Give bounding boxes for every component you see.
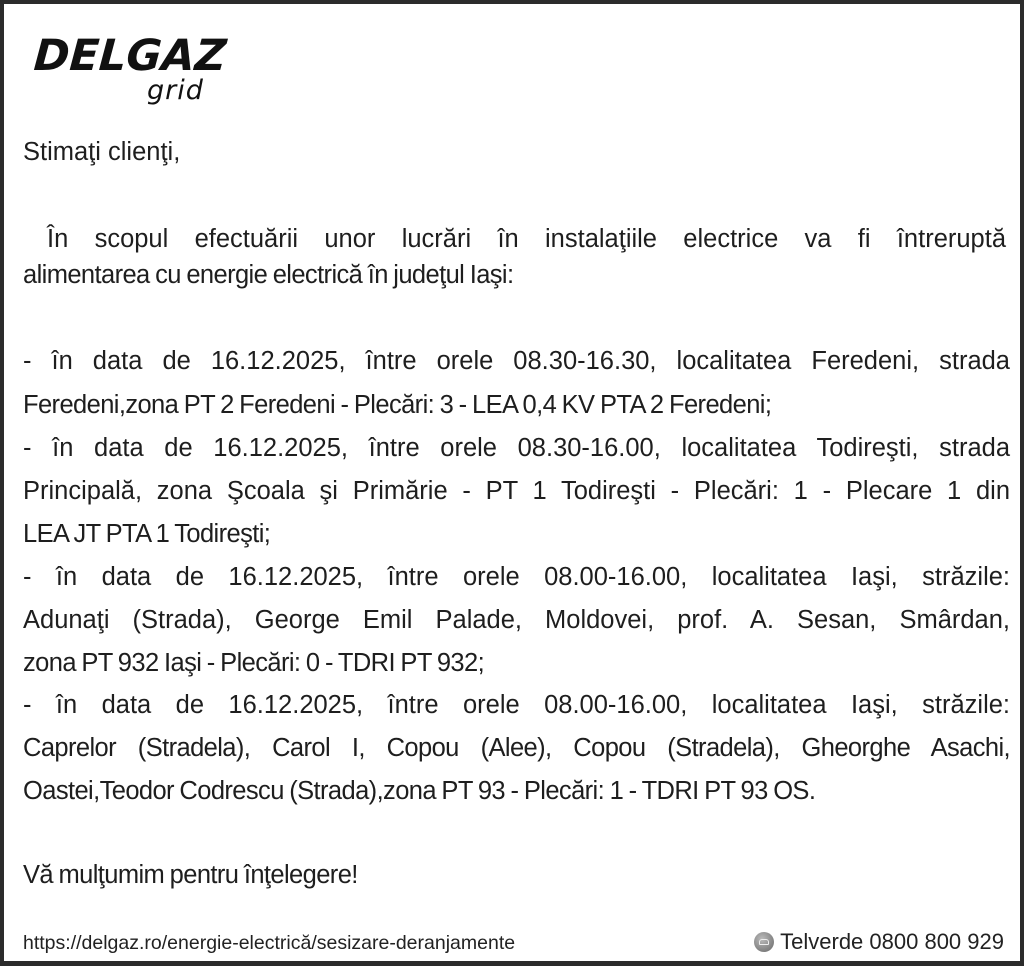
- item-2-line-3: LEA JT PTA 1 Todireşti;: [23, 520, 271, 548]
- item-4-line-3: Oastei,Teodor Codrescu (Strada),zona PT 93 - Plecări: 1 - TDRI PT 93 OS.: [23, 777, 816, 805]
- item-4-line-1: - în data de 16.12.2025, între orele 08.00-16.00, localitatea Iaşi, străzile:: [23, 691, 1010, 719]
- item-3-line-3: zona PT 932 Iaşi - Plecări: 0 - TDRI PT 932;: [23, 649, 485, 677]
- greeting: Stimaţi clienţi,: [23, 138, 181, 166]
- intro-line-1: În scopul efectuării unor lucrări în instalaţiile electrice va fi întreruptă: [47, 225, 1006, 253]
- phone-icon: [754, 932, 774, 952]
- delgaz-grid-logo: [32, 31, 234, 114]
- closing-line: Vă mulţumim pentru înţelegere!: [23, 861, 358, 889]
- item-3-line-2: Adunaţi (Strada), George Emil Palade, Moldovei, prof. A. Sesan, Smârdan,: [23, 606, 1010, 634]
- item-2-line-2: Principală, zona Şcoala şi Primărie - PT 1 Todireşti - Plecări: 1 - Plecare 1 din: [23, 477, 1010, 505]
- footer-phone: [754, 928, 1004, 956]
- intro-line-2: alimentarea cu energie electrică în judeţul Iaşi:: [23, 261, 514, 289]
- logo-wordmark: DELGAZ: [32, 31, 228, 81]
- item-4-line-2: Caprelor (Stradela), Carol I, Copou (Alee), Copou (Stradela), Gheorghe Asachi,: [23, 734, 1010, 762]
- logo-subtitle: grid: [147, 75, 204, 106]
- item-1-line-1: - în data de 16.12.2025, între orele 08.30-16.30, localitatea Feredeni, strada: [23, 347, 1010, 375]
- item-1-line-2: Feredeni,zona PT 2 Feredeni - Plecări: 3 - LEA 0,4 KV PTA 2 Feredeni;: [23, 391, 772, 419]
- item-3-line-1: - în data de 16.12.2025, între orele 08.00-16.00, localitatea Iaşi, străzile:: [23, 563, 1010, 591]
- phone-number: Telverde 0800 800 929: [780, 929, 1004, 954]
- footer-url-link[interactable]: https://delgaz.ro/energie-electrică/sesizare-deranjamente: [23, 932, 516, 954]
- item-2-line-1: - în data de 16.12.2025, între orele 08.30-16.00, localitatea Todireşti, strada: [23, 434, 1010, 462]
